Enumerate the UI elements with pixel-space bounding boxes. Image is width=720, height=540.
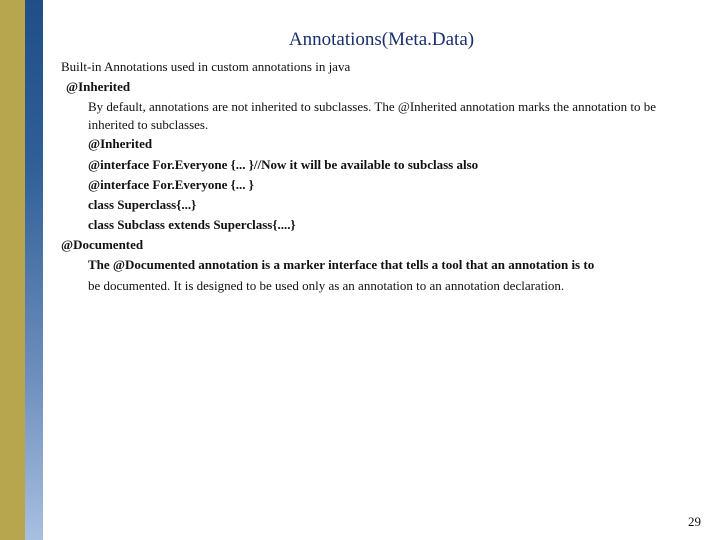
slide-title: Annotations(Meta.Data) bbox=[288, 29, 475, 50]
inherited-heading: @Inherited bbox=[66, 79, 131, 94]
left-blue-gradient-bar bbox=[25, 0, 43, 540]
documented-description-line2: be documented. It is designed to be used only as an annotation to an annotation declaration. bbox=[88, 278, 565, 293]
inherited-description: By default, annotations are not inherited to subclasses. The @Inherited annotation marks the annotation to be inherited to subclasses. bbox=[88, 99, 657, 132]
code-line: class Subclass extends Superclass{....} bbox=[88, 217, 296, 232]
documented-heading: @Documented bbox=[61, 237, 144, 252]
left-olive-bar bbox=[0, 0, 25, 540]
code-line: @Inherited bbox=[88, 136, 153, 151]
documented-description-line1: The @Documented annotation is a marker interface that tells a tool that an annotation is to bbox=[88, 257, 595, 272]
code-line: class Superclass{...} bbox=[88, 197, 197, 212]
page-number: 29 bbox=[688, 514, 701, 529]
code-line: @interface For.Everyone {... }//Now it will be available to subclass also bbox=[88, 157, 479, 172]
intro-text: Built-in Annotations used in custom annotations in java bbox=[61, 59, 351, 74]
code-line: @interface For.Everyone {... } bbox=[88, 177, 254, 192]
